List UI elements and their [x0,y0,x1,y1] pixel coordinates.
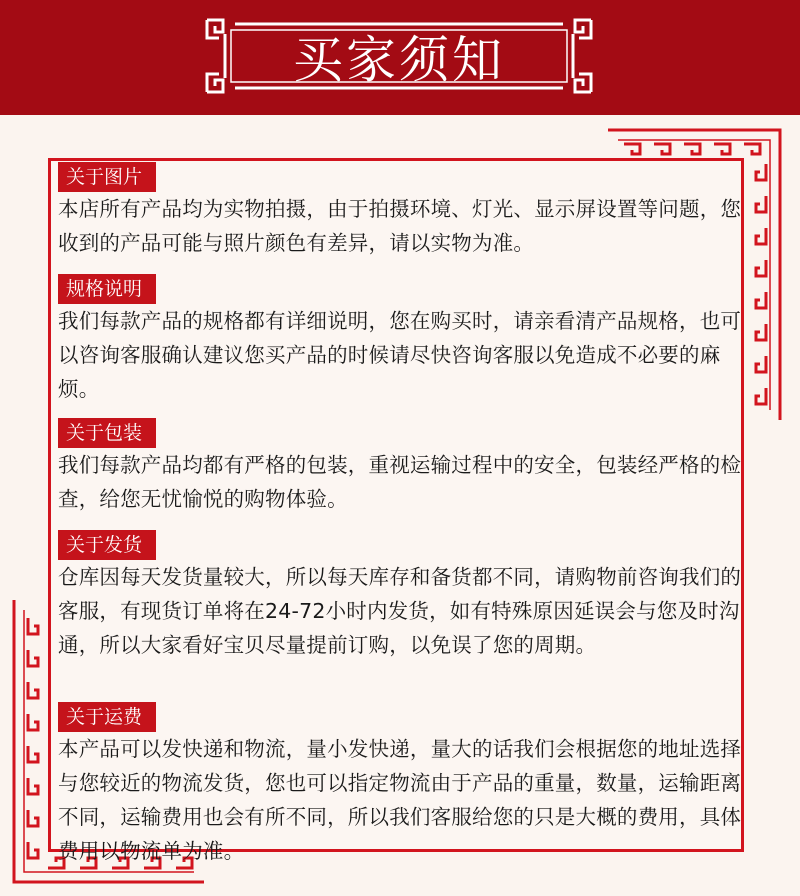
section-body: 我们每款产品均都有严格的包装，重视运输过程中的安全，包装经严格的检查，给您无忧愉悦的购物体验。 [58,453,742,511]
section-tag: 关于发货 [58,530,156,560]
title-plaque [205,16,593,96]
section-tag: 规格说明 [58,274,156,304]
section-body: 我们每款产品的规格都有详细说明，您在购买时，请亲看清产品规格，也可以咨询客服确认建议您买产品的时候请尽快咨询客服以免造成不必要的麻烦。 [58,309,742,401]
section-shipping [58,530,748,662]
section-tag: 关于图片 [58,162,156,192]
section-packaging [58,418,748,516]
section-freight [58,702,748,868]
section-tag: 关于包装 [58,418,156,448]
section-images [58,162,748,260]
section-specs [58,274,748,406]
section-body: 本店所有产品均为实物拍摄，由于拍摄环境、灯光、显示屏设置等问题，您收到的产品可能与照片颜色有差异，请以实物为准。 [58,197,742,255]
page-title: 买家须知 [293,31,505,89]
section-tag: 关于运费 [58,702,156,732]
section-body: 仓库因每天发货量较大，所以每天库存和备货都不同，请购物前咨询我们的客服，有现货订单将在24-72小时内发货，如有特殊原因延误会与您及时沟通，所以大家看好宝贝尽量提前订购，以免误了您的周期。 [58,565,742,657]
section-body: 本产品可以发快递和物流，量小发快递，量大的话我们会根据您的地址选择与您较近的物流发货，您也可以指定物流由于产品的重量，数量，运输距离不同，运输费用也会有所不同，所以我们客服给您的只是大概的费用，具体费用以物流单为准。 [58,737,742,863]
